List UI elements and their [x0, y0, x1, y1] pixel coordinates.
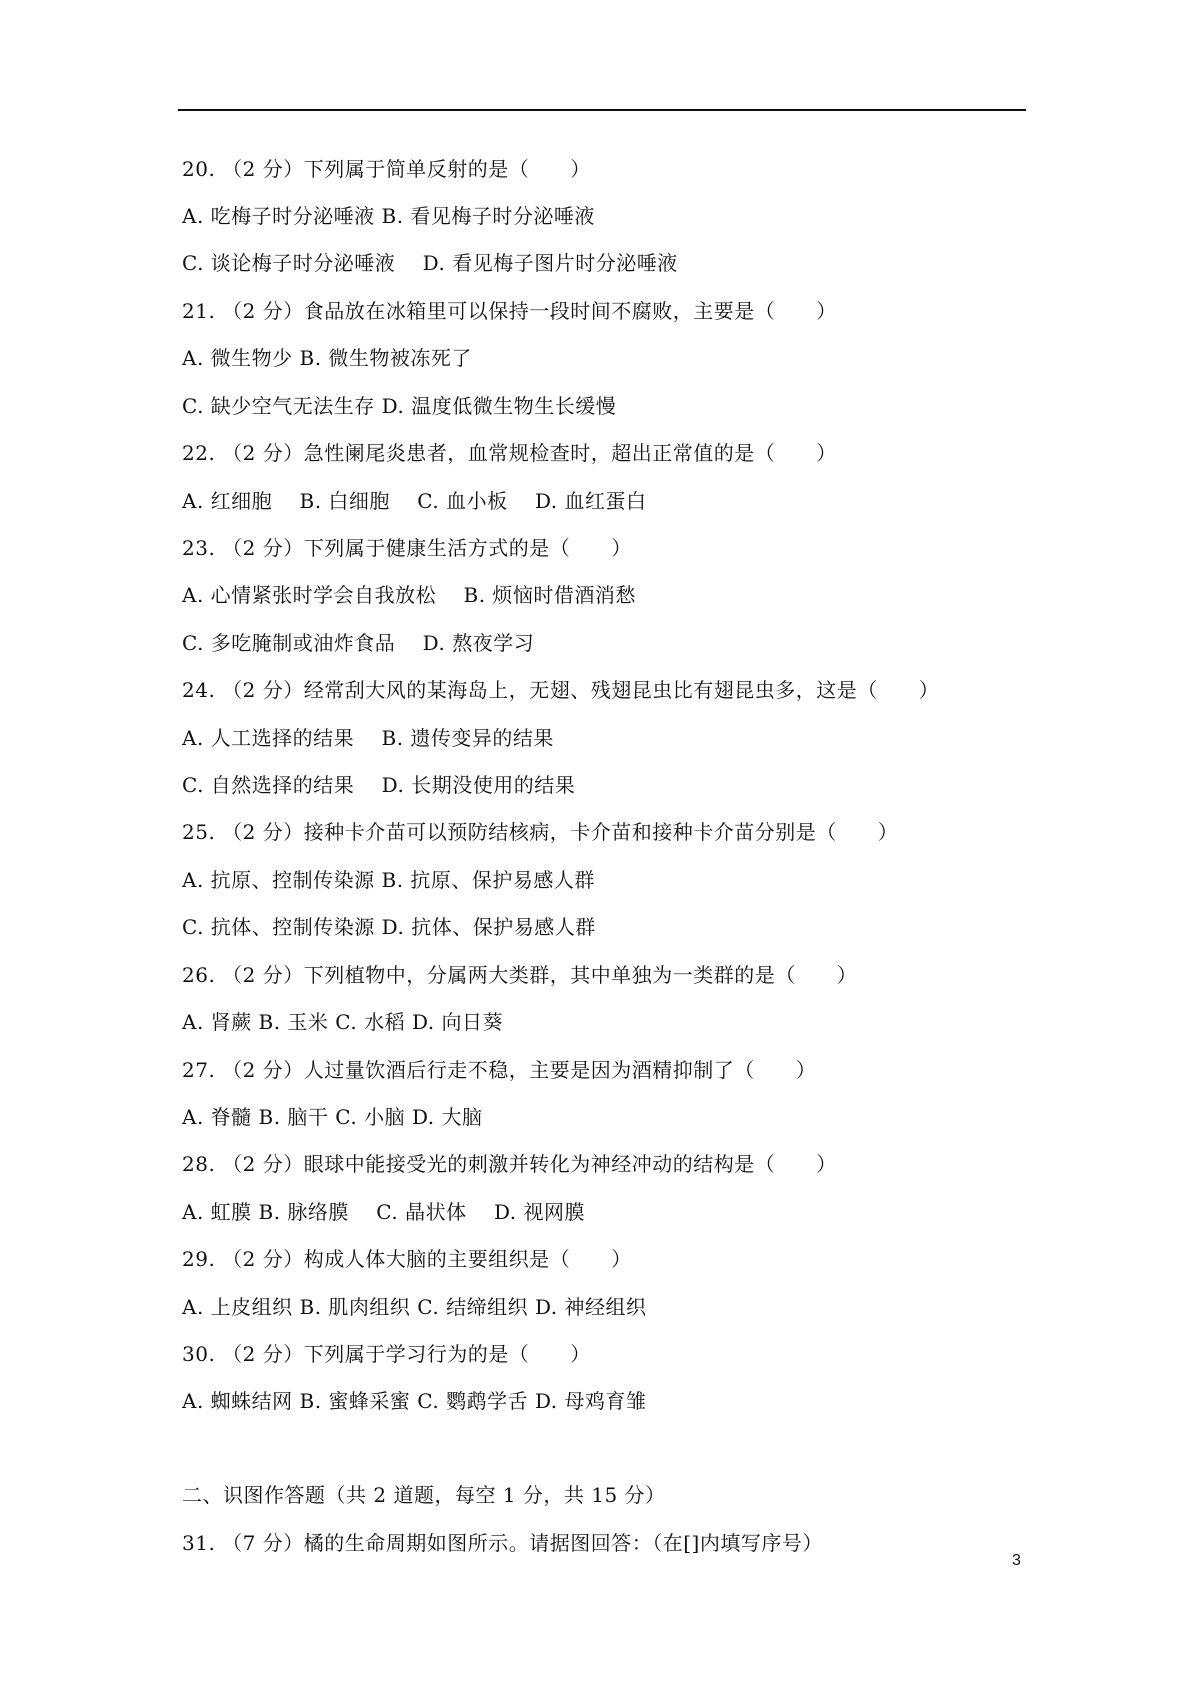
q28-options: A. 虹膜 B. 脉络膜 C. 晶状体 D. 视网膜	[182, 1200, 585, 1224]
q22-options: A. 红细胞 B. 白细胞 C. 血小板 D. 血红蛋白	[182, 489, 647, 513]
q26-options: A. 肾蕨 B. 玉米 C. 水稻 D. 向日葵	[182, 1010, 503, 1034]
q27-stem: 27. （2 分）人过量饮酒后行走不稳，主要是因为酒精抑制了（ ）	[182, 1058, 817, 1082]
q29-stem: 29. （2 分）构成人体大脑的主要组织是（ ）	[182, 1247, 632, 1271]
q25-stem: 25. （2 分）接种卡介苗可以预防结核病，卡介苗和接种卡介苗分别是（ ）	[182, 820, 899, 844]
q23-options-ab: A. 心情紧张时学会自我放松 B. 烦恼时借酒消愁	[182, 583, 636, 607]
q31-stem: 31. （7 分）橘的生命周期如图所示。请据图回答：（在[]内填写序号）	[182, 1531, 823, 1555]
header-rule	[178, 109, 1026, 111]
q23-stem: 23. （2 分）下列属于健康生活方式的是（ ）	[182, 536, 632, 560]
q27-options: A. 脊髓 B. 脑干 C. 小脑 D. 大脑	[182, 1105, 483, 1129]
q29-options: A. 上皮组织 B. 肌肉组织 C. 结缔组织 D. 神经组织	[182, 1295, 647, 1319]
q20-options-ab: A. 吃梅子时分泌唾液 B. 看见梅子时分泌唾液	[182, 204, 595, 228]
q30-stem: 30. （2 分）下列属于学习行为的是（ ）	[182, 1342, 591, 1366]
q24-options-ab: A. 人工选择的结果 B. 遗传变异的结果	[182, 726, 554, 750]
q23-options-cd: C. 多吃腌制或油炸食品 D. 熬夜学习	[182, 631, 535, 655]
q30-options: A. 蜘蛛结网 B. 蜜蜂采蜜 C. 鹦鹉学舌 D. 母鸡育雏	[182, 1389, 647, 1413]
q28-stem: 28. （2 分）眼球中能接受光的刺激并转化为神经冲动的结构是（ ）	[182, 1152, 837, 1176]
q24-stem: 24. （2 分）经常刮大风的某海岛上，无翅、残翅昆虫比有翅昆虫多，这是（ ）	[182, 678, 940, 702]
q20-options-cd: C. 谈论梅子时分泌唾液 D. 看见梅子图片时分泌唾液	[182, 251, 678, 275]
section-heading: 二、识图作答题（共 2 道题，每空 1 分，共 15 分）	[182, 1483, 666, 1507]
q22-stem: 22. （2 分）急性阑尾炎患者，血常规检查时，超出正常值的是（ ）	[182, 441, 837, 465]
q24-options-cd: C. 自然选择的结果 D. 长期没使用的结果	[182, 773, 576, 797]
q21-options-ab: A. 微生物少 B. 微生物被冻死了	[182, 346, 472, 370]
q25-options-cd: C. 抗体、控制传染源 D. 抗体、保护易感人群	[182, 915, 596, 939]
q20-stem: 20. （2 分）下列属于简单反射的是（ ）	[182, 157, 591, 181]
q21-options-cd: C. 缺少空气无法生存 D. 温度低微生物生长缓慢	[182, 394, 617, 418]
q21-stem: 21. （2 分）食品放在冰箱里可以保持一段时间不腐败，主要是（ ）	[182, 299, 837, 323]
q25-options-ab: A. 抗原、控制传染源 B. 抗原、保护易感人群	[182, 868, 595, 892]
page-number: 3	[1012, 1552, 1021, 1569]
q26-stem: 26. （2 分）下列植物中，分属两大类群，其中单独为一类群的是（ ）	[182, 963, 858, 987]
